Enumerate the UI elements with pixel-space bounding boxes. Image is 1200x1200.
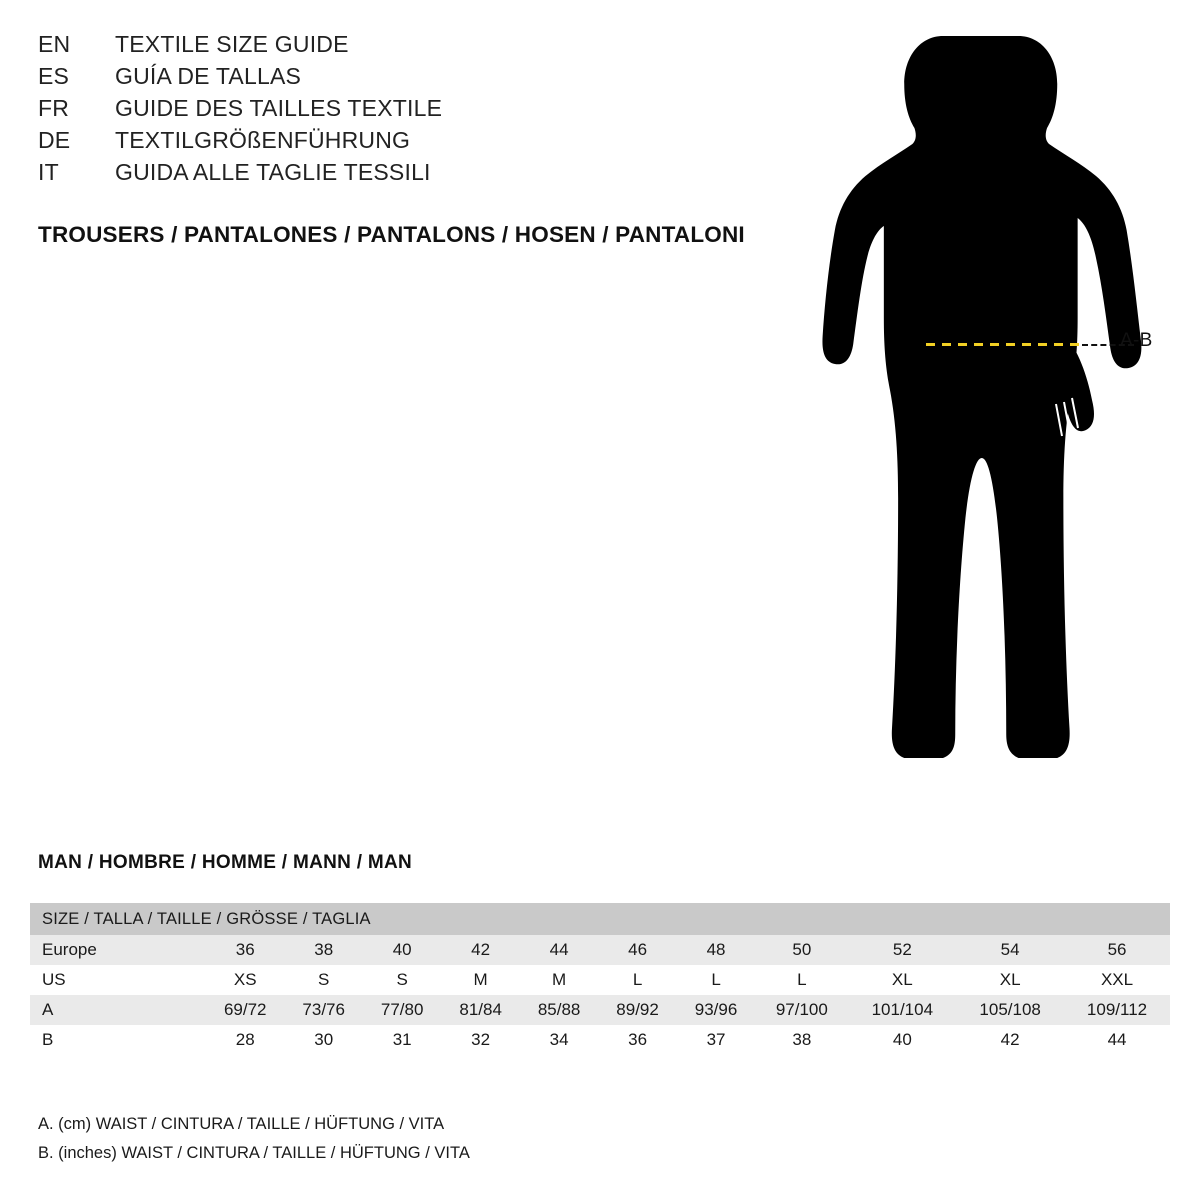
figure-container	[820, 18, 1190, 808]
cell: 50	[755, 935, 848, 965]
cell: 85/88	[520, 995, 598, 1025]
language-row-es	[38, 60, 798, 92]
cell: 36	[206, 935, 284, 965]
cell: 109/112	[1064, 995, 1170, 1025]
language-text-en: TEXTILE SIZE GUIDE	[115, 31, 349, 57]
cell: 32	[441, 1025, 519, 1055]
language-text-it: GUIDA ALLE TAGLIE TESSILI	[115, 159, 431, 185]
cell: 36	[598, 1025, 676, 1055]
cell: M	[520, 965, 598, 995]
cell: 56	[1064, 935, 1170, 965]
cell: 30	[284, 1025, 362, 1055]
cell: 54	[956, 935, 1064, 965]
cell: 73/76	[284, 995, 362, 1025]
cell: 42	[441, 935, 519, 965]
cell: XS	[206, 965, 284, 995]
cell: 38	[284, 935, 362, 965]
cell: 44	[1064, 1025, 1170, 1055]
language-row-fr	[38, 92, 798, 124]
cell: 48	[677, 935, 755, 965]
cell: S	[363, 965, 441, 995]
language-text-es: GUÍA DE TALLAS	[115, 63, 302, 89]
language-title-list	[38, 28, 798, 188]
cell: XL	[848, 965, 956, 995]
cell: 81/84	[441, 995, 519, 1025]
cell: 97/100	[755, 995, 848, 1025]
language-row-en	[38, 28, 798, 60]
cell: 31	[363, 1025, 441, 1055]
male-silhouette-icon	[820, 18, 1190, 808]
table-row	[30, 935, 1170, 965]
language-code-en: EN	[38, 31, 71, 57]
language-code-es: ES	[38, 63, 70, 89]
footnote-a: A. (cm) WAIST / CINTURA / TAILLE / HÜFTUNG / VITA	[38, 1115, 445, 1133]
cell: S	[284, 965, 362, 995]
cell: XL	[956, 965, 1064, 995]
table-row	[30, 995, 1170, 1025]
cell: 40	[363, 935, 441, 965]
footnote-b: B. (inches) WAIST / CINTURA / TAILLE / HÜFTUNG / VITA	[38, 1144, 470, 1162]
cell: 34	[520, 1025, 598, 1055]
cell: 42	[956, 1025, 1064, 1055]
cell: 105/108	[956, 995, 1064, 1025]
language-code-it: IT	[38, 159, 59, 185]
language-code-fr: FR	[38, 95, 70, 121]
table-header-row	[30, 903, 1170, 935]
cell: 38	[755, 1025, 848, 1055]
cell: 28	[206, 1025, 284, 1055]
footnotes	[38, 1110, 470, 1168]
cell: L	[598, 965, 676, 995]
language-text-de: TEXTILGRÖßENFÜHRUNG	[115, 127, 411, 153]
language-code-de: DE	[38, 127, 71, 153]
cell: 89/92	[598, 995, 676, 1025]
cell: M	[441, 965, 519, 995]
table-row	[30, 965, 1170, 995]
language-row-de	[38, 124, 798, 156]
row-label-a: A	[30, 995, 206, 1025]
row-label-us: US	[30, 965, 206, 995]
cell: 40	[848, 1025, 956, 1055]
cell: 37	[677, 1025, 755, 1055]
measure-label-ab: A-B	[1120, 330, 1153, 351]
garment-subtitle: TROUSERS / PANTALONES / PANTALONS / HOSEN / PANTALONI	[38, 222, 745, 247]
table-header-label: SIZE / TALLA / TAILLE / GRÖSSE / TAGLIA	[30, 903, 1170, 935]
table-row	[30, 1025, 1170, 1055]
cell: 46	[598, 935, 676, 965]
language-text-fr: GUIDE DES TAILLES TEXTILE	[115, 95, 443, 121]
cell: XXL	[1064, 965, 1170, 995]
cell: L	[755, 965, 848, 995]
cell: 77/80	[363, 995, 441, 1025]
row-label-b: B	[30, 1025, 206, 1055]
language-row-it	[38, 156, 798, 188]
waist-measure-line	[926, 343, 1086, 346]
cell: 101/104	[848, 995, 956, 1025]
row-label-europe: Europe	[30, 935, 206, 965]
cell: 52	[848, 935, 956, 965]
cell: 69/72	[206, 995, 284, 1025]
cell: 44	[520, 935, 598, 965]
table-section-title: MAN / HOMBRE / HOMME / MANN / MAN	[38, 852, 413, 873]
cell: 93/96	[677, 995, 755, 1025]
cell: L	[677, 965, 755, 995]
size-table	[30, 903, 1170, 1055]
